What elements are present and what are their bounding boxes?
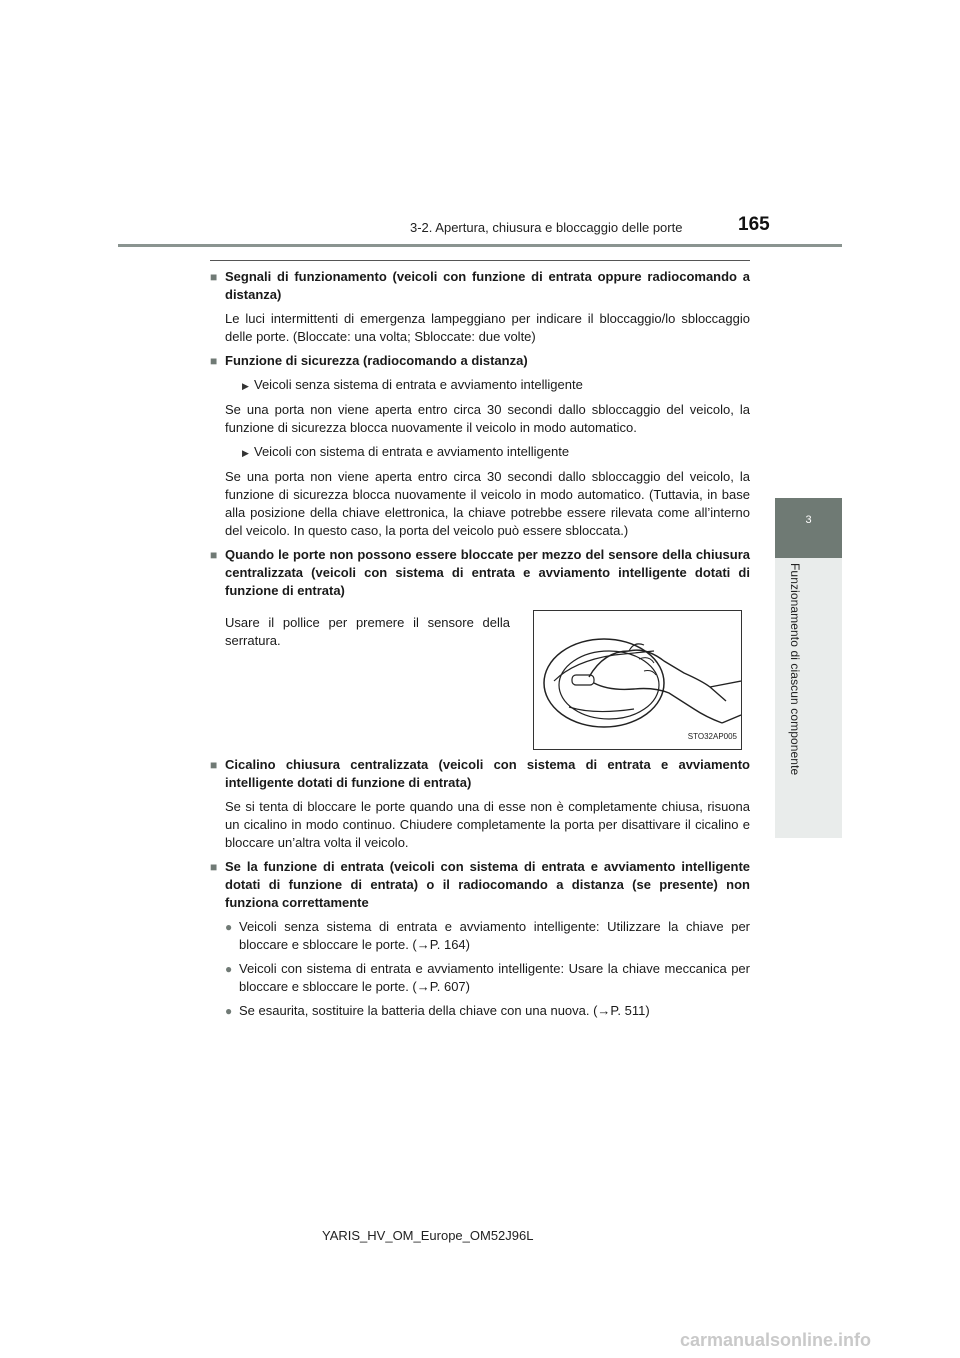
list-item-text: Veicoli con sistema di entrata e avviamento intelligente: Usare la chiave meccanica per bloccare e sbloccare le porte. (→P. 607) (239, 961, 750, 994)
section-heading (210, 756, 750, 792)
paragraph: Se si tenta di bloccare le porte quando una di esse non è completamente chiusa, risuona un cicalino in modo continuo. Chiudere completamente la porta per disattivare il cicalino e bloccare un’altra volta il veicolo. (225, 799, 750, 850)
list-item-text: Se esaurita, sostituire la batteria della chiave con una nuova. (→P. 511) (239, 1003, 650, 1018)
triangle-right-icon: ▶ (242, 448, 249, 458)
heading-text: Segnali di funzionamento (veicoli con funzione di entrata oppure radiocomando a distanza) (225, 269, 750, 302)
list-item (225, 918, 750, 954)
heading-text: Funzione di sicurezza (radiocomando a distanza) (225, 353, 528, 368)
door-handle-illustration (533, 610, 742, 750)
content-divider (210, 260, 750, 261)
section-heading (210, 268, 750, 304)
section-heading (210, 352, 750, 370)
subheading (242, 376, 750, 395)
paragraph: Le luci intermittenti di emergenza lampeggiano per indicare il bloccaggio/lo sbloccaggio delle porte. (Bloccate: una volta; Sbloccate: due volte) (225, 311, 750, 344)
heading-text: Quando le porte non possono essere bloccate per mezzo del sensore della chiusura centralizzata (veicoli con sistema di entrata e avviamento intelligente dotati di funzione di entrata) (225, 547, 750, 598)
header-title: 3-2. Apertura, chiusura e bloccaggio delle porte (410, 220, 683, 235)
square-bullet-icon: ■ (210, 354, 218, 368)
square-bullet-icon: ■ (210, 860, 218, 874)
section-security-function (210, 352, 750, 540)
figure-code: STO32AP005 (687, 732, 737, 741)
heading-text: Se la funzione di entrata (veicoli con sistema di entrata e avviamento intelligente dotati di funzione di entrata) o il radiocomando a distanza (se presente) non funziona correttamente (225, 859, 750, 910)
chapter-number: 3 (805, 514, 812, 526)
circle-bullet-icon: ● (225, 1004, 233, 1018)
circle-bullet-icon: ● (225, 962, 233, 976)
page-number: 165 (738, 214, 770, 235)
section-heading (210, 546, 750, 600)
page-content (210, 268, 750, 1026)
section-lock-sensor (210, 546, 750, 750)
header-divider (118, 244, 842, 247)
section-heading (210, 858, 750, 912)
footer-doc-id: YARIS_HV_OM_Europe_OM52J96L (322, 1228, 534, 1243)
square-bullet-icon: ■ (210, 548, 218, 562)
section-malfunction (210, 858, 750, 1020)
list-item (225, 1002, 750, 1020)
triangle-right-icon: ▶ (242, 381, 249, 391)
chapter-tab (775, 498, 842, 558)
square-bullet-icon: ■ (210, 758, 218, 772)
circle-bullet-icon: ● (225, 920, 233, 934)
list-item-text: Veicoli senza sistema di entrata e avviamento intelligente: Utilizzare la chiave per bloccare e sbloccare le porte. (→P. 164) (239, 919, 750, 952)
watermark: carmanualsonline.info (680, 1330, 872, 1350)
section-buzzer (210, 756, 750, 852)
list-item (225, 960, 750, 996)
subheading-text: Veicoli con sistema di entrata e avviamento intelligente (254, 444, 570, 459)
chapter-tab-strip (775, 558, 842, 838)
chapter-label: Funzionamento di ciascun componente (788, 563, 802, 776)
subheading-text: Veicoli senza sistema di entrata e avviamento intelligente (254, 377, 583, 392)
paragraph: Usare il pollice per premere il sensore della serratura. (225, 615, 510, 648)
subheading (242, 443, 750, 462)
paragraph: Se una porta non viene aperta entro circa 30 secondi dallo sbloccaggio del veicolo, la funzione di sicurezza blocca nuovamente il veicolo in modo automatico. (Tuttavia, in base alla posizione della chiave elettronica, la chiave potrebbe essere rilevata come all’interno del veicolo. In questo caso, la porta del veicolo può essere sbloccata.) (225, 469, 750, 538)
paragraph: Se una porta non viene aperta entro circa 30 secondi dallo sbloccaggio del veicolo, la funzione di sicurezza blocca nuovamente il veicolo in modo automatico. (225, 402, 750, 435)
square-bullet-icon: ■ (210, 270, 218, 284)
heading-text: Cicalino chiusura centralizzata (veicoli con sistema di entrata e avviamento intelligente dotati di funzione di entrata) (225, 757, 750, 790)
figure-row (225, 610, 750, 750)
section-operation-signals (210, 268, 750, 346)
